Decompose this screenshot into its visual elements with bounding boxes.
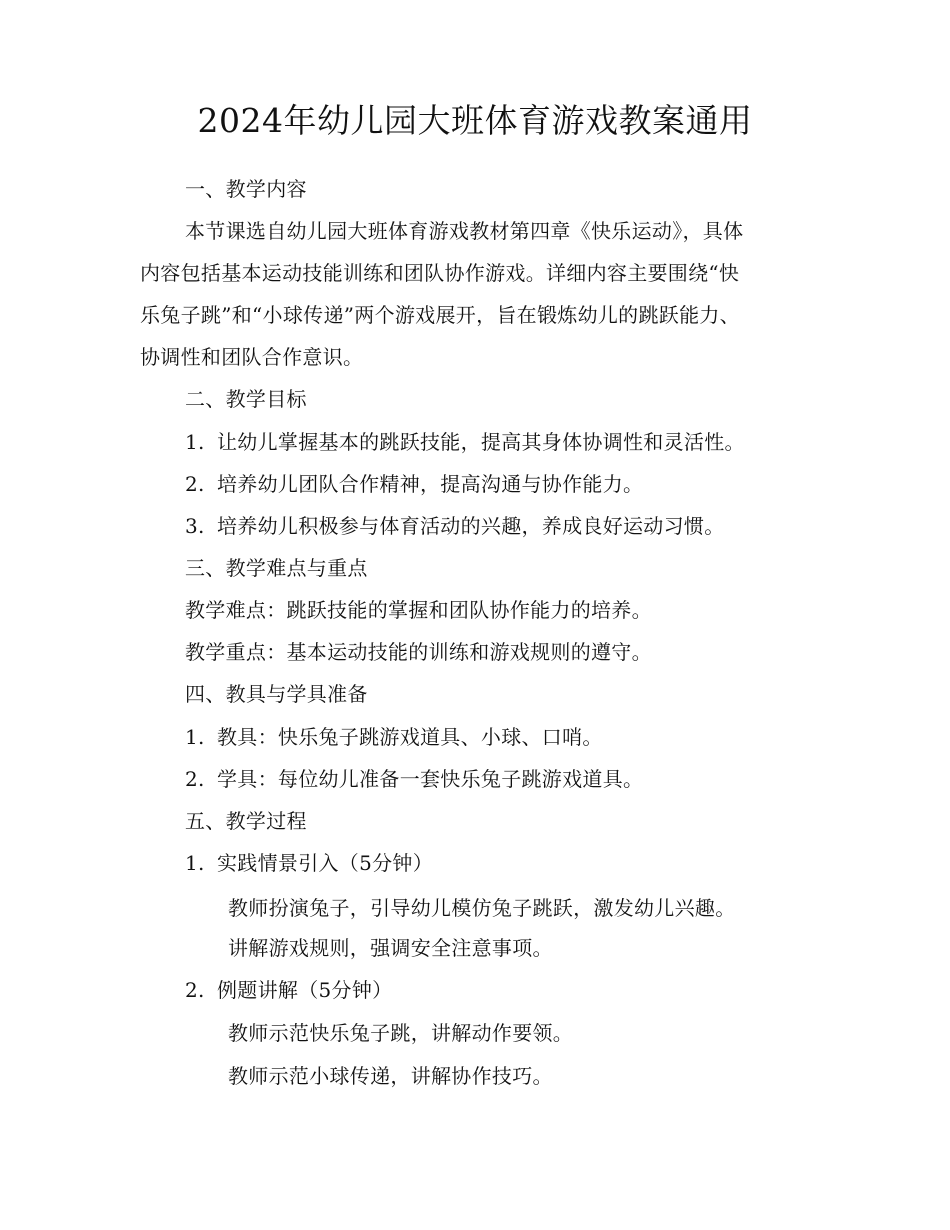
paragraph-line: 乐兔子跳”和“小球传递”两个游戏展开，旨在锻炼幼儿的跳跃能力、 [140,303,740,327]
paragraph-line: 协调性和团队合作意识。 [140,345,364,369]
section-heading-teaching-goals: 二、教学目标 [185,387,307,411]
section-heading-teaching-aids: 四、教具与学具准备 [185,682,368,706]
section-heading-difficulty-and-key-points: 三、教学难点与重点 [185,556,368,580]
process-step [185,848,433,878]
list-item-text: 教具：快乐兔子跳游戏道具、小球、口哨。 [217,725,603,749]
list-item-number: 3. [185,514,205,538]
step-title: 实践情景引入（5分钟） [217,851,434,875]
step-detail: 教师扮演兔子，引导幼儿模仿兔子跳跃，激发幼儿兴趣。 [228,896,736,920]
document-title: 2024年幼儿园大班体育游戏教案通用 [197,101,753,140]
list-item [185,469,643,499]
list-item-number: 1. [185,725,205,749]
paragraph-line: 本节课选自幼儿园大班体育游戏教材第四章《快乐运动》，具体 [185,219,744,243]
section-heading-teaching-content: 一、教学内容 [185,177,307,201]
list-item-text: 让幼儿掌握基本的跳跃技能，提高其身体协调性和灵活性。 [217,430,745,454]
paragraph-line: 内容包括基本运动技能训练和团队协作游戏。详细内容主要围绕“快 [140,261,740,285]
list-item [185,427,745,457]
step-detail: 讲解游戏规则，强调安全注意事项。 [228,936,553,960]
step-number: 1. [185,851,205,875]
process-step [185,975,392,1005]
list-item-text: 学具：每位幼儿准备一套快乐兔子跳游戏道具。 [217,767,644,791]
list-item-number: 2. [185,767,205,791]
list-item [185,511,725,541]
section-heading-teaching-process: 五、教学过程 [185,809,307,833]
list-item [185,764,643,794]
difficulty-line: 教学难点：跳跃技能的掌握和团队协作能力的培养。 [185,598,652,622]
step-detail: 教师示范快乐兔子跳，讲解动作要领。 [228,1021,574,1045]
step-number: 2. [185,978,205,1002]
step-detail: 教师示范小球传递，讲解协作技巧。 [228,1064,553,1088]
key-point-line: 教学重点：基本运动技能的训练和游戏规则的遵守。 [185,640,652,664]
list-item-text: 培养幼儿团队合作精神，提高沟通与协作能力。 [217,472,644,496]
list-item [185,722,603,752]
list-item-number: 1. [185,430,205,454]
step-title: 例题讲解（5分钟） [217,978,393,1002]
list-item-number: 2. [185,472,205,496]
list-item-text: 培养幼儿积极参与体育活动的兴趣，养成良好运动习惯。 [217,514,725,538]
